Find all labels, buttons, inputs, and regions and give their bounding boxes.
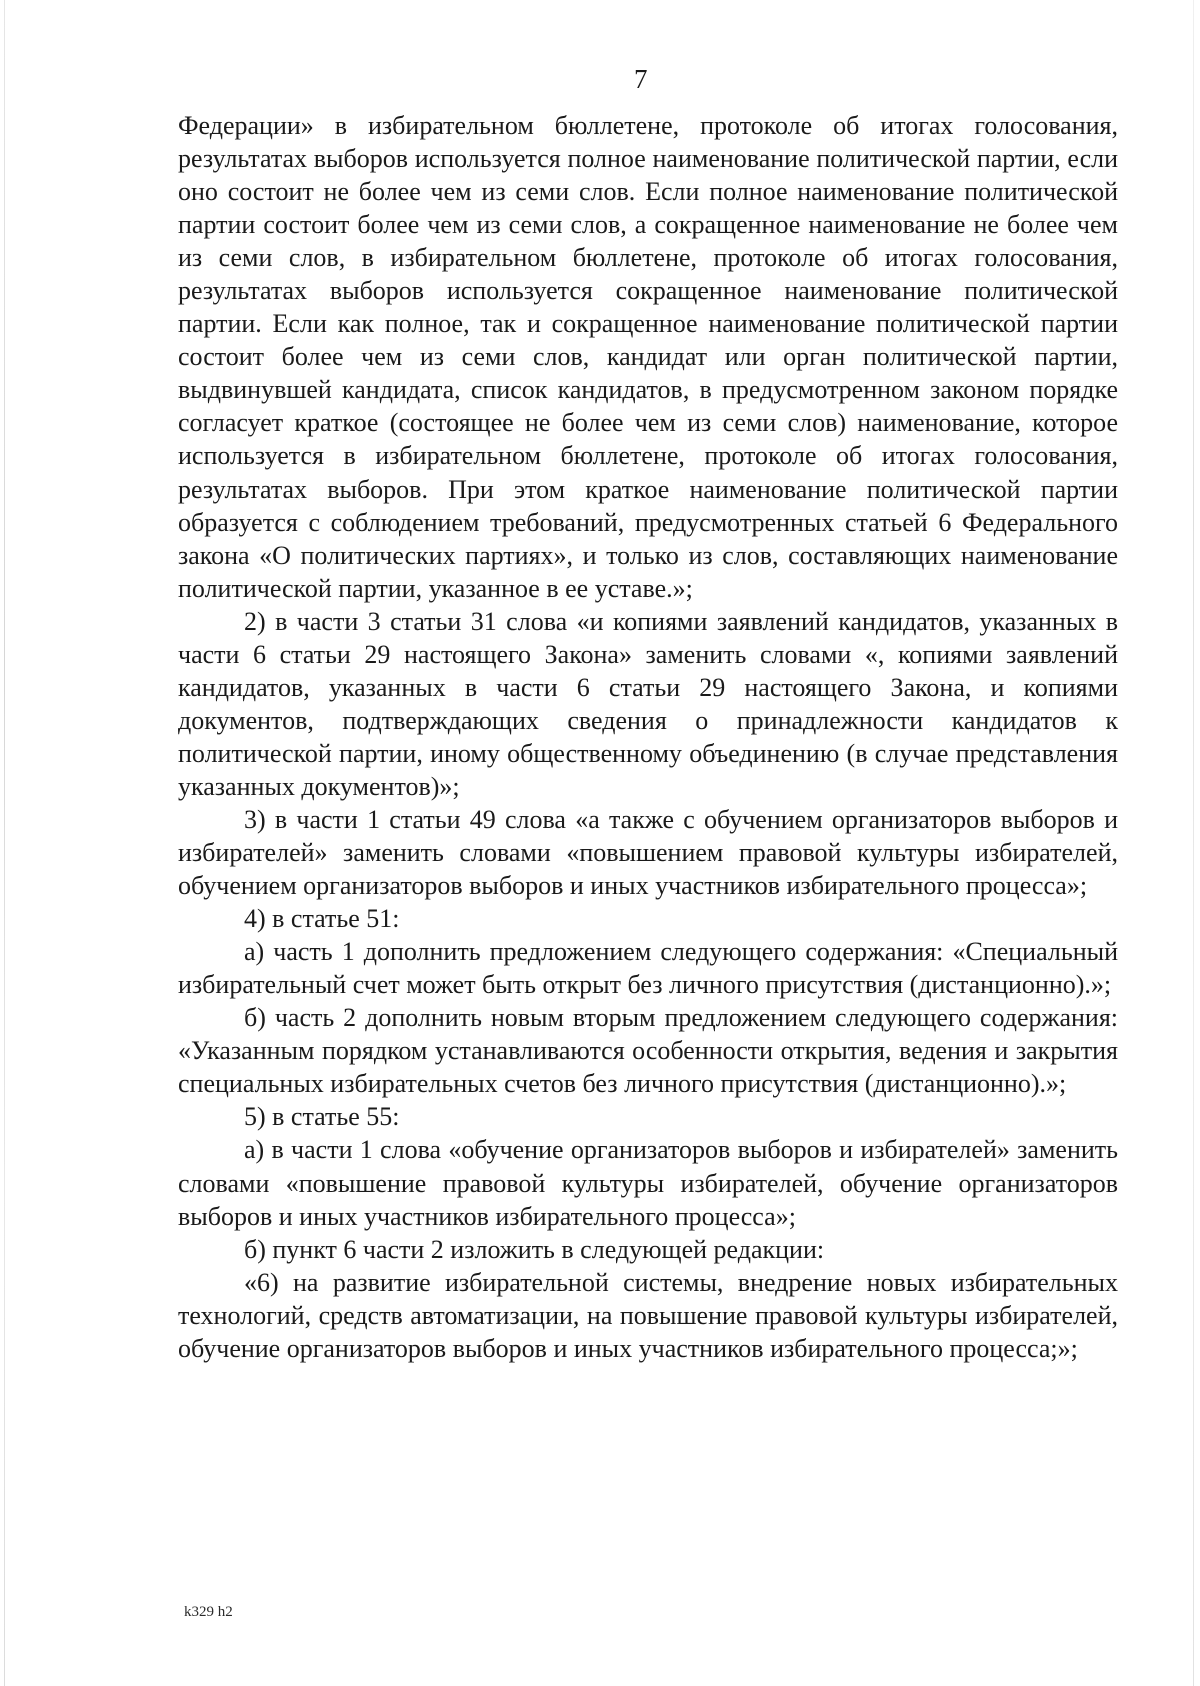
scan-edge-left xyxy=(4,0,5,1686)
paragraph-item-5a: а) в части 1 слова «обучение организаторов выборов и избирателей» заменить словами «повышение правовой культуры избирателей, обучение организаторов выборов и иных участников избирательного процесса»; xyxy=(178,1135,1118,1231)
scan-edge-right xyxy=(1193,0,1194,1686)
paragraph-item-5b-quote: «6) на развитие избирательной системы, внедрение новых избирательных технологий, средств автоматизации, на повышение правовой культуры избирателей, обучение организаторов выборов и иных участников избирательного процесса;»; xyxy=(178,1267,1118,1363)
paragraph-item-5: 5) в статье 55: xyxy=(244,1102,400,1132)
paragraph-item-3: 3) в части 1 статьи 49 слова «а также с обучением организаторов выборов и избирателей» заменить словами «повышением правовой культуры избирателей, обучением организаторов выборов и иных участников избирательного процесса»; xyxy=(178,804,1118,901)
paragraph-item-4a: а) часть 1 дополнить предложением следующего содержания: «Специальный избирательный счет может быть открыт без личного присутствия (дистанционно).»; xyxy=(178,937,1118,1000)
paragraph-item-4: 4) в статье 51: xyxy=(244,904,400,934)
paragraph-item-5b: б) пункт 6 части 2 изложить в следующей редакции: xyxy=(244,1234,825,1264)
paragraph-continuation: Федерации» в избирательном бюллетене, протоколе об итогах голосования, результатах выборов используется полное наименование политической партии, если оно состоит не более чем из семи слов. Если полное наименование политической партии состоит более чем из семи слов, а сокращенное наименование не более чем из семи слов, в избирательном бюллетене, протоколе об итогах голосования, результатах выборов используется сокращенное наименование политической партии. Если как полное, так и сокращенное наименование политической партии состоит более чем из семи слов, кандидат или орган политической партии, выдвинувшей кандидата, список кандидатов, в предусмотренном законом порядке согласует краткое (состоящее не более чем из семи слов) наименование, которое используется в избирательном бюллетене, протоколе об итогах голосования, результатах выборов. При этом краткое наименование политической партии образуется с соблюдением требований, предусмотренных статьей 6 Федерального закона «О политических партиях», и только из слов, составляющих наименование политической партии, указанное в ее уставе.»; xyxy=(178,111,1118,603)
footer-document-code: k329 h2 xyxy=(184,1604,233,1620)
paragraph-item-4b: б) часть 2 дополнить новым вторым предложением следующего содержания: «Указанным порядком устанавливаются особенности открытия, ведения и закрытия специальных избирательных счетов без личного присутствия (дистанционно).»; xyxy=(178,1003,1118,1099)
paragraph-item-2: 2) в части 3 статьи 31 слова «и копиями заявлений кандидатов, указанных в части 6 статьи 29 настоящего Закона» заменить словами «, копиями заявлений кандидатов, указанных в части 6 статьи 29 настоящего Закона, и копиями документов, подтверждающих сведения о принадлежности кандидатов к политической партии, иному общественному объединению (в случае представления указанных документов)»; xyxy=(178,606,1118,801)
page-number: 7 xyxy=(634,64,648,94)
document-body xyxy=(178,109,1118,1365)
